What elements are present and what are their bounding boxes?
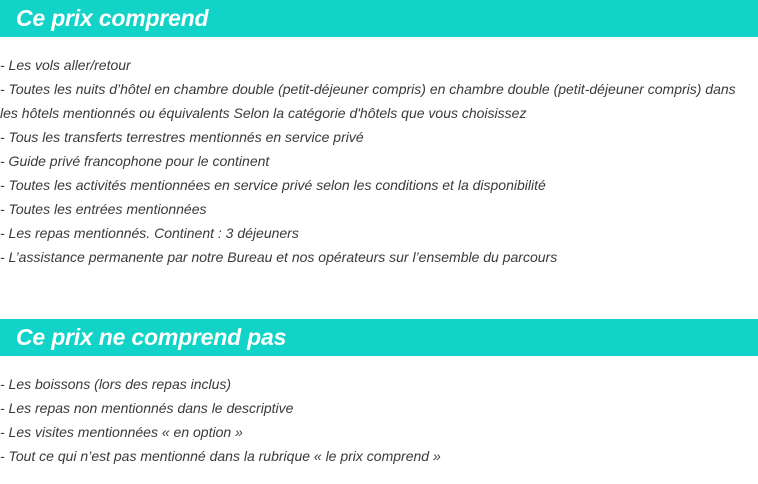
list-item: - Les vols aller/retour xyxy=(0,57,131,73)
list-item: - Toutes les entrées mentionnées xyxy=(0,201,207,217)
excluded-items-list xyxy=(0,372,756,468)
list-item: - Les repas non mentionnés dans le descriptive xyxy=(0,400,294,416)
list-item: - Tous les transferts terrestres mentionnés en service privé xyxy=(0,129,364,145)
list-item: - Tout ce qui n’est pas mentionné dans la rubrique « le prix comprend » xyxy=(0,448,441,464)
list-item: - Les repas mentionnés. Continent : 3 déjeuners xyxy=(0,225,299,241)
list-item: - Toutes les nuits d’hôtel en chambre double (petit-déjeuner compris) en chambre double (petit-déjeuner compris) dans les hôtels mentionnés ou équivalents Selon la catégorie d'hôtels que vous choisissez xyxy=(0,81,736,121)
list-item: - Toutes les activités mentionnées en service privé selon les conditions et la disponibilité xyxy=(0,177,546,193)
excluded-section-header: Ce prix ne comprend pas xyxy=(0,319,758,356)
list-item: - Les boissons (lors des repas inclus) xyxy=(0,376,232,392)
included-section-header: Ce prix comprend xyxy=(0,0,758,37)
list-item: - Guide privé francophone pour le continent xyxy=(0,153,270,169)
list-item: - Les visites mentionnées « en option » xyxy=(0,424,243,440)
list-item: - L’assistance permanente par notre Bureau et nos opérateurs sur l’ensemble du parcours xyxy=(0,249,558,265)
included-items-list xyxy=(0,53,756,269)
